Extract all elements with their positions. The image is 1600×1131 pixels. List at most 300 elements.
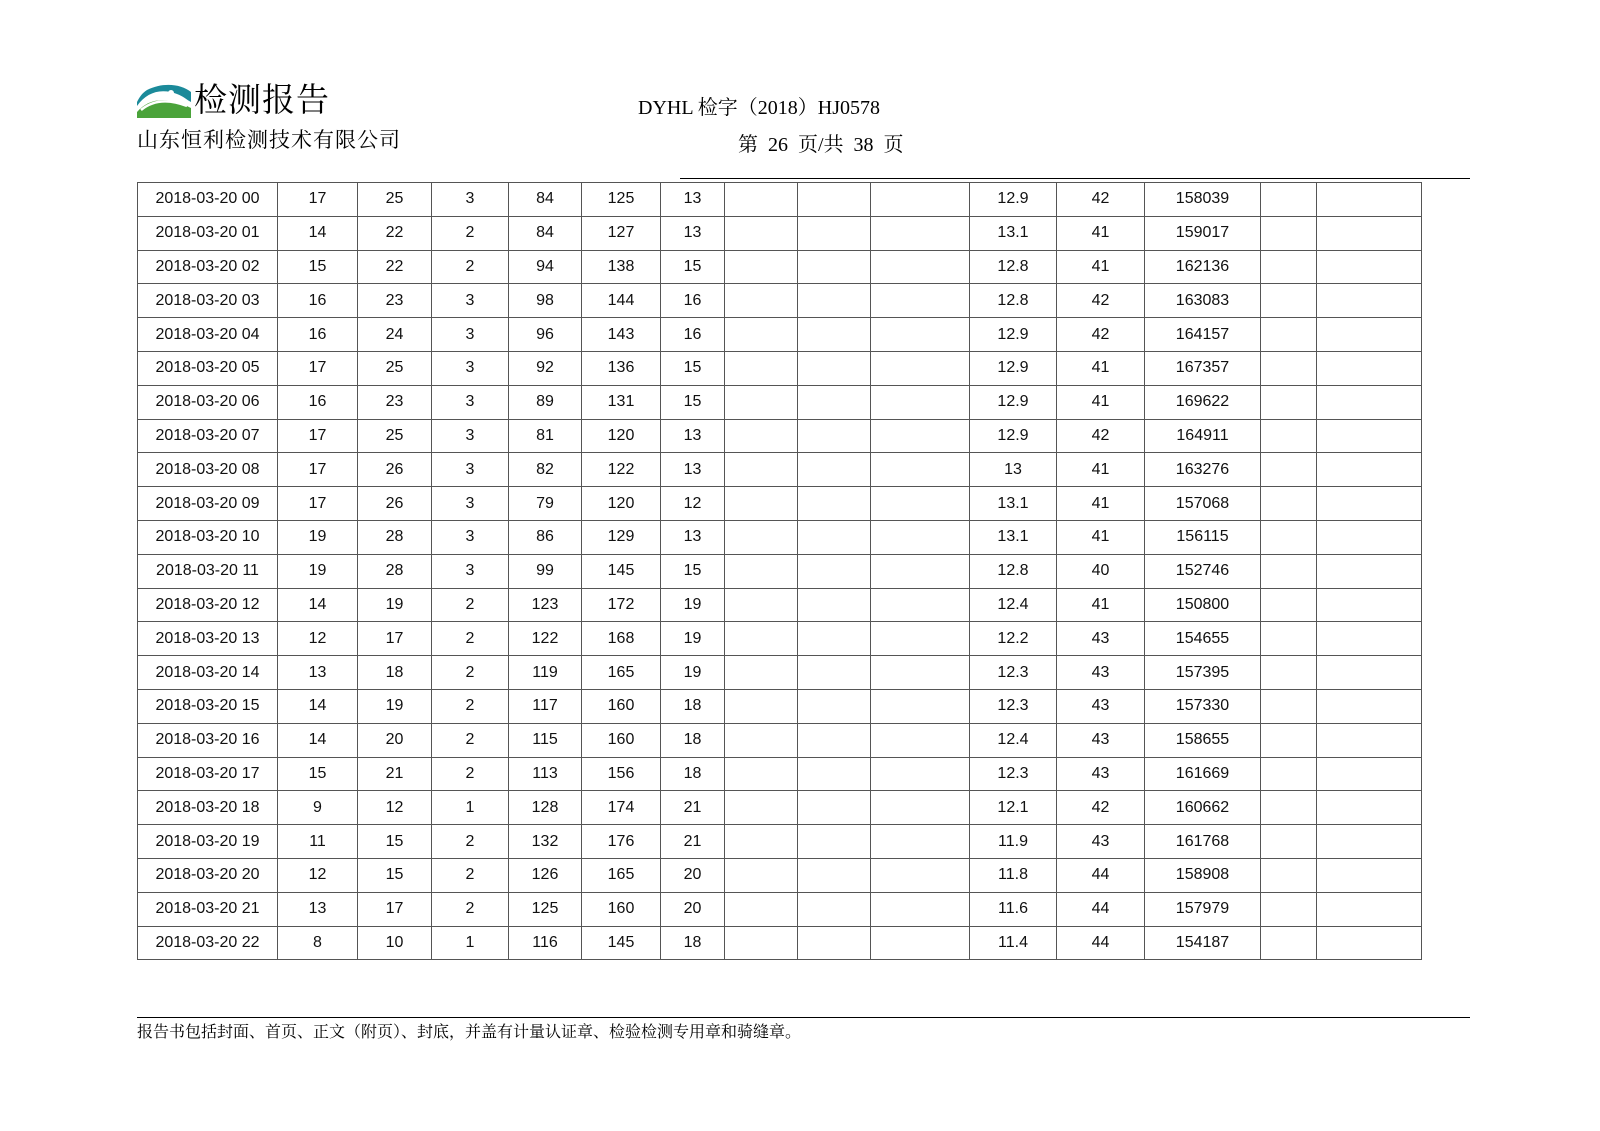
- table-cell: 3: [432, 351, 509, 385]
- table-cell: 164157: [1145, 318, 1261, 352]
- table-cell: 12: [278, 622, 358, 656]
- table-cell: [1317, 689, 1422, 723]
- table-cell: 125: [582, 183, 661, 217]
- table-cell: 17: [358, 892, 432, 926]
- table-cell: [798, 216, 871, 250]
- table-cell: [871, 520, 970, 554]
- footer-divider: [137, 1017, 1470, 1018]
- table-cell: 13: [661, 183, 725, 217]
- table-cell: 44: [1057, 926, 1145, 960]
- table-cell: 154655: [1145, 622, 1261, 656]
- table-cell: 159017: [1145, 216, 1261, 250]
- table-cell: 2: [432, 588, 509, 622]
- table-cell: [1261, 520, 1317, 554]
- company-name: 山东恒利检测技术有限公司: [137, 128, 401, 152]
- table-cell: 19: [661, 622, 725, 656]
- table-cell: 82: [509, 453, 582, 487]
- table-cell: [725, 588, 798, 622]
- table-cell: [1261, 554, 1317, 588]
- table-cell: 25: [358, 183, 432, 217]
- table-cell: 98: [509, 284, 582, 318]
- table-cell: 43: [1057, 825, 1145, 859]
- table-cell: [798, 318, 871, 352]
- table-cell: 15: [661, 554, 725, 588]
- table-cell: 44: [1057, 858, 1145, 892]
- table-cell: 3: [432, 183, 509, 217]
- table-cell: [871, 284, 970, 318]
- table-cell: 1: [432, 926, 509, 960]
- time-cell: 2018-03-20 00: [138, 183, 278, 217]
- table-cell: 43: [1057, 757, 1145, 791]
- time-cell: 2018-03-20 18: [138, 791, 278, 825]
- table-cell: 16: [661, 318, 725, 352]
- table-cell: [1317, 250, 1422, 284]
- table-cell: 161669: [1145, 757, 1261, 791]
- table-cell: [798, 385, 871, 419]
- table-cell: 156: [582, 757, 661, 791]
- table-cell: 2: [432, 656, 509, 690]
- table-cell: 12.8: [970, 250, 1057, 284]
- table-cell: 2: [432, 858, 509, 892]
- table-cell: 42: [1057, 318, 1145, 352]
- table-cell: [871, 385, 970, 419]
- table-cell: 41: [1057, 487, 1145, 521]
- table-cell: [798, 622, 871, 656]
- table-cell: [1317, 487, 1422, 521]
- table-cell: 2: [432, 216, 509, 250]
- table-cell: 12.3: [970, 689, 1057, 723]
- table-cell: 20: [661, 892, 725, 926]
- table-row: [138, 689, 1422, 723]
- report-header: [0, 0, 1600, 185]
- table-cell: 122: [509, 622, 582, 656]
- table-cell: 3: [432, 453, 509, 487]
- table-cell: 119: [509, 656, 582, 690]
- table-row: [138, 723, 1422, 757]
- table-cell: 164911: [1145, 419, 1261, 453]
- table-cell: 158655: [1145, 723, 1261, 757]
- table-cell: [798, 588, 871, 622]
- table-cell: 167357: [1145, 351, 1261, 385]
- time-cell: 2018-03-20 16: [138, 723, 278, 757]
- table-cell: 3: [432, 318, 509, 352]
- table-cell: 2: [432, 689, 509, 723]
- table-cell: [798, 453, 871, 487]
- table-cell: 13: [278, 656, 358, 690]
- table-cell: 13.1: [970, 487, 1057, 521]
- report-number: DYHL 检字（2018）HJ0578: [638, 97, 881, 119]
- table-cell: 43: [1057, 689, 1145, 723]
- table-cell: 18: [661, 757, 725, 791]
- table-cell: 22: [358, 250, 432, 284]
- time-cell: 2018-03-20 17: [138, 757, 278, 791]
- table-cell: 19: [661, 588, 725, 622]
- table-cell: 43: [1057, 622, 1145, 656]
- table-cell: 1: [432, 791, 509, 825]
- table-cell: 12: [358, 791, 432, 825]
- time-cell: 2018-03-20 15: [138, 689, 278, 723]
- table-cell: [871, 250, 970, 284]
- table-cell: 96: [509, 318, 582, 352]
- table-row: [138, 892, 1422, 926]
- table-cell: 23: [358, 284, 432, 318]
- table-cell: [1317, 419, 1422, 453]
- table-cell: [798, 656, 871, 690]
- table-cell: [1317, 588, 1422, 622]
- table-cell: [1317, 554, 1422, 588]
- table-cell: [871, 791, 970, 825]
- time-cell: 2018-03-20 08: [138, 453, 278, 487]
- table-cell: 2: [432, 757, 509, 791]
- table-cell: 144: [582, 284, 661, 318]
- table-cell: [1317, 757, 1422, 791]
- table-cell: 43: [1057, 723, 1145, 757]
- table-cell: 160662: [1145, 791, 1261, 825]
- table-cell: [798, 487, 871, 521]
- table-cell: [798, 520, 871, 554]
- table-cell: 12.9: [970, 318, 1057, 352]
- table-cell: [725, 284, 798, 318]
- table-cell: 125: [509, 892, 582, 926]
- table-cell: 79: [509, 487, 582, 521]
- table-cell: 12.4: [970, 588, 1057, 622]
- table-cell: [871, 689, 970, 723]
- table-cell: 21: [661, 791, 725, 825]
- table-cell: 157395: [1145, 656, 1261, 690]
- table-cell: 115: [509, 723, 582, 757]
- table-cell: 20: [661, 858, 725, 892]
- table-cell: 12.1: [970, 791, 1057, 825]
- table-cell: [871, 757, 970, 791]
- table-cell: 21: [661, 825, 725, 859]
- time-cell: 2018-03-20 02: [138, 250, 278, 284]
- table-cell: 94: [509, 250, 582, 284]
- table-cell: 81: [509, 419, 582, 453]
- table-cell: 41: [1057, 250, 1145, 284]
- table-cell: 12.9: [970, 183, 1057, 217]
- table-row: [138, 351, 1422, 385]
- table-cell: 17: [278, 419, 358, 453]
- table-cell: 12.9: [970, 419, 1057, 453]
- table-cell: 26: [358, 487, 432, 521]
- table-cell: [1261, 825, 1317, 859]
- table-cell: [1317, 284, 1422, 318]
- table-cell: 12.9: [970, 385, 1057, 419]
- table-cell: 41: [1057, 588, 1145, 622]
- table-cell: [798, 554, 871, 588]
- table-row: [138, 926, 1422, 960]
- table-cell: [1261, 284, 1317, 318]
- table-cell: 120: [582, 419, 661, 453]
- table-cell: 19: [358, 689, 432, 723]
- table-cell: 3: [432, 419, 509, 453]
- table-cell: 2: [432, 825, 509, 859]
- time-cell: 2018-03-20 11: [138, 554, 278, 588]
- table-cell: [1317, 926, 1422, 960]
- table-row: [138, 554, 1422, 588]
- table-cell: [725, 622, 798, 656]
- table-cell: [798, 892, 871, 926]
- table-cell: 12.3: [970, 757, 1057, 791]
- table-cell: 162136: [1145, 250, 1261, 284]
- table-row: [138, 419, 1422, 453]
- table-cell: [1317, 385, 1422, 419]
- table-row: [138, 622, 1422, 656]
- table-cell: 13: [661, 520, 725, 554]
- table-cell: [725, 825, 798, 859]
- table-cell: [1261, 757, 1317, 791]
- table-cell: 26: [358, 453, 432, 487]
- table-cell: [798, 419, 871, 453]
- table-cell: 2: [432, 892, 509, 926]
- table-row: [138, 183, 1422, 217]
- table-cell: [725, 554, 798, 588]
- time-cell: 2018-03-20 07: [138, 419, 278, 453]
- table-cell: 84: [509, 183, 582, 217]
- table-cell: [1317, 622, 1422, 656]
- table-cell: [1317, 216, 1422, 250]
- table-cell: [871, 622, 970, 656]
- table-cell: [725, 656, 798, 690]
- table-cell: [725, 318, 798, 352]
- table-cell: 156115: [1145, 520, 1261, 554]
- table-cell: [1261, 318, 1317, 352]
- table-cell: 15: [661, 385, 725, 419]
- time-cell: 2018-03-20 10: [138, 520, 278, 554]
- table-cell: 123: [509, 588, 582, 622]
- table-cell: [1317, 453, 1422, 487]
- table-cell: [725, 520, 798, 554]
- table-cell: 174: [582, 791, 661, 825]
- time-cell: 2018-03-20 20: [138, 858, 278, 892]
- table-cell: [798, 284, 871, 318]
- table-cell: 11.4: [970, 926, 1057, 960]
- table-cell: 13: [661, 453, 725, 487]
- table-cell: 42: [1057, 791, 1145, 825]
- table-cell: [798, 926, 871, 960]
- monitoring-data-table: [137, 182, 1422, 960]
- table-cell: 16: [278, 318, 358, 352]
- table-cell: 9: [278, 791, 358, 825]
- table-cell: 2: [432, 622, 509, 656]
- table-cell: [725, 351, 798, 385]
- table-cell: 154187: [1145, 926, 1261, 960]
- table-cell: [1261, 385, 1317, 419]
- table-cell: [798, 183, 871, 217]
- time-cell: 2018-03-20 01: [138, 216, 278, 250]
- table-cell: 44: [1057, 892, 1145, 926]
- table-cell: [798, 825, 871, 859]
- table-cell: [725, 723, 798, 757]
- table-cell: 99: [509, 554, 582, 588]
- table-cell: [1317, 351, 1422, 385]
- table-row: [138, 858, 1422, 892]
- table-cell: 41: [1057, 351, 1145, 385]
- table-cell: 15: [661, 250, 725, 284]
- table-cell: 13: [970, 453, 1057, 487]
- table-cell: 13.1: [970, 216, 1057, 250]
- table-cell: 176: [582, 825, 661, 859]
- table-cell: [725, 487, 798, 521]
- table-row: [138, 588, 1422, 622]
- table-cell: 19: [358, 588, 432, 622]
- table-cell: 131: [582, 385, 661, 419]
- table-cell: [1317, 825, 1422, 859]
- table-cell: 157330: [1145, 689, 1261, 723]
- table-cell: 19: [661, 656, 725, 690]
- table-cell: 18: [661, 723, 725, 757]
- table-cell: 11.9: [970, 825, 1057, 859]
- time-cell: 2018-03-20 09: [138, 487, 278, 521]
- table-cell: [1261, 926, 1317, 960]
- table-cell: 28: [358, 520, 432, 554]
- table-cell: 145: [582, 554, 661, 588]
- table-cell: 19: [278, 520, 358, 554]
- table-cell: [725, 892, 798, 926]
- table-cell: 165: [582, 858, 661, 892]
- table-cell: 17: [278, 487, 358, 521]
- table-cell: 89: [509, 385, 582, 419]
- table-cell: 16: [661, 284, 725, 318]
- table-cell: [725, 757, 798, 791]
- table-cell: [798, 250, 871, 284]
- table-cell: 12.8: [970, 284, 1057, 318]
- time-cell: 2018-03-20 14: [138, 656, 278, 690]
- table-cell: [1261, 723, 1317, 757]
- table-cell: [871, 588, 970, 622]
- table-row: [138, 487, 1422, 521]
- table-cell: [1317, 858, 1422, 892]
- table-cell: 17: [278, 453, 358, 487]
- table-cell: 3: [432, 554, 509, 588]
- table-cell: 28: [358, 554, 432, 588]
- table-cell: 160: [582, 892, 661, 926]
- table-cell: [871, 183, 970, 217]
- time-cell: 2018-03-20 12: [138, 588, 278, 622]
- table-cell: 158908: [1145, 858, 1261, 892]
- time-cell: 2018-03-20 03: [138, 284, 278, 318]
- table-cell: [1317, 520, 1422, 554]
- table-cell: [1261, 453, 1317, 487]
- time-cell: 2018-03-20 22: [138, 926, 278, 960]
- table-cell: 14: [278, 723, 358, 757]
- table-cell: 18: [661, 926, 725, 960]
- table-cell: [798, 757, 871, 791]
- table-cell: 117: [509, 689, 582, 723]
- table-cell: [871, 487, 970, 521]
- table-cell: 163276: [1145, 453, 1261, 487]
- table-cell: 150800: [1145, 588, 1261, 622]
- table-cell: 143: [582, 318, 661, 352]
- table-cell: 18: [358, 656, 432, 690]
- table-cell: [1317, 723, 1422, 757]
- time-cell: 2018-03-20 21: [138, 892, 278, 926]
- table-cell: [725, 216, 798, 250]
- table-cell: 25: [358, 419, 432, 453]
- table-cell: 41: [1057, 385, 1145, 419]
- table-cell: 160: [582, 723, 661, 757]
- time-cell: 2018-03-20 13: [138, 622, 278, 656]
- table-cell: [871, 554, 970, 588]
- header-divider: [680, 178, 1470, 179]
- table-cell: 12: [661, 487, 725, 521]
- table-cell: 43: [1057, 656, 1145, 690]
- table-cell: 15: [661, 351, 725, 385]
- table-row: [138, 825, 1422, 859]
- table-cell: [1261, 656, 1317, 690]
- table-cell: [871, 216, 970, 250]
- table-cell: 16: [278, 385, 358, 419]
- table-cell: [1261, 791, 1317, 825]
- table-cell: 113: [509, 757, 582, 791]
- table-cell: [798, 689, 871, 723]
- table-cell: 13: [661, 419, 725, 453]
- table-cell: 3: [432, 520, 509, 554]
- table-cell: 157068: [1145, 487, 1261, 521]
- table-cell: 169622: [1145, 385, 1261, 419]
- table-cell: [871, 419, 970, 453]
- table-cell: [1261, 487, 1317, 521]
- table-cell: [1317, 892, 1422, 926]
- table-cell: [871, 892, 970, 926]
- table-row: [138, 250, 1422, 284]
- table-cell: 19: [278, 554, 358, 588]
- table-cell: 12: [278, 858, 358, 892]
- table-cell: 145: [582, 926, 661, 960]
- table-cell: 12.4: [970, 723, 1057, 757]
- table-cell: [725, 791, 798, 825]
- table-cell: 42: [1057, 183, 1145, 217]
- table-cell: 23: [358, 385, 432, 419]
- table-cell: [1317, 791, 1422, 825]
- table-cell: 129: [582, 520, 661, 554]
- table-cell: [1261, 858, 1317, 892]
- table-cell: 15: [358, 858, 432, 892]
- table-cell: 2: [432, 723, 509, 757]
- table-cell: 40: [1057, 554, 1145, 588]
- table-cell: 136: [582, 351, 661, 385]
- table-cell: 152746: [1145, 554, 1261, 588]
- table-cell: [1261, 622, 1317, 656]
- table-cell: [725, 385, 798, 419]
- footer-note: 报告书包括封面、首页、正文（附页）、封底，并盖有计量认证章、检验检测专用章和骑缝章。: [137, 1022, 802, 1041]
- table-cell: 11.6: [970, 892, 1057, 926]
- table-row: [138, 656, 1422, 690]
- table-cell: 17: [358, 622, 432, 656]
- table-row: [138, 453, 1422, 487]
- report-title: 检测报告: [194, 80, 330, 119]
- table-cell: 172: [582, 588, 661, 622]
- table-cell: [1317, 656, 1422, 690]
- table-cell: [871, 825, 970, 859]
- table-cell: 165: [582, 656, 661, 690]
- table-cell: [1261, 588, 1317, 622]
- time-cell: 2018-03-20 19: [138, 825, 278, 859]
- table-cell: 14: [278, 216, 358, 250]
- table-cell: 12.9: [970, 351, 1057, 385]
- table-cell: [725, 689, 798, 723]
- table-cell: [871, 318, 970, 352]
- table-cell: 13.1: [970, 520, 1057, 554]
- table-cell: 163083: [1145, 284, 1261, 318]
- table-cell: [1261, 183, 1317, 217]
- table-cell: 116: [509, 926, 582, 960]
- table-row: [138, 284, 1422, 318]
- table-cell: [1261, 892, 1317, 926]
- table-cell: [798, 858, 871, 892]
- table-cell: 15: [358, 825, 432, 859]
- page-info: 第 26 页/共 38 页: [738, 134, 904, 156]
